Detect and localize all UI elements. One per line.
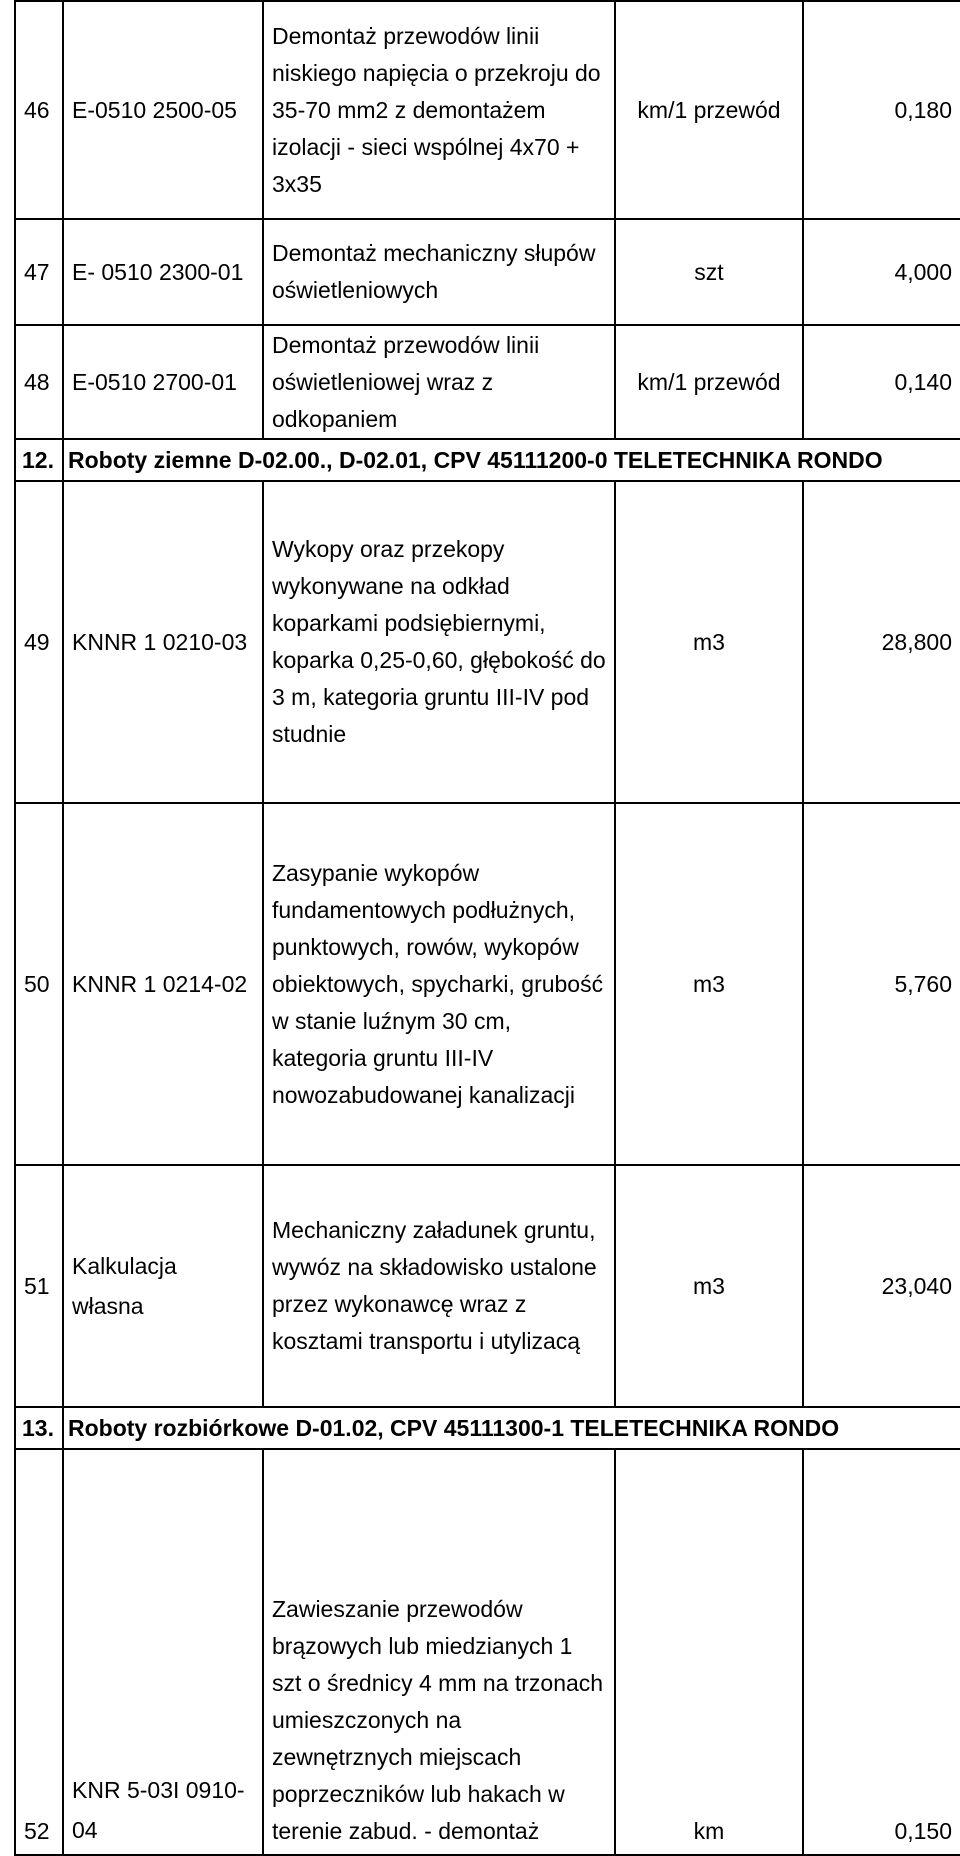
table-row (15, 481, 960, 803)
item-description: Mechaniczny załadunek gruntu, wywóz na składowisko ustalone przez wykonawcę wraz z kosztami transportu i utylizacą (263, 1165, 615, 1407)
item-code: E- 0510 2300-01 (63, 219, 263, 325)
item-code: KNR 5-03I 0910-04 (63, 1449, 263, 1855)
item-description: Wykopy oraz przekopy wykonywane na odkład koparkami podsiębiernymi, koparka 0,25-0,60, głębokość do 3 m, kategoria gruntu III-IV pod studnie (263, 481, 615, 803)
item-code: KNNR 1 0214-02 (63, 803, 263, 1165)
section-number: 13. (15, 1407, 63, 1449)
bill-of-quantities-table (14, 0, 960, 1856)
item-description: Zawieszanie przewodów brązowych lub miedzianych 1 szt o średnicy 4 mm na trzonach umieszczonych na zewnętrznych miejscach poprzeczników lub hakach w terenie zabud. - demontaż (263, 1449, 615, 1855)
item-number: 49 (15, 481, 63, 803)
item-quantity: 4,000 (803, 219, 960, 325)
item-quantity: 5,760 (803, 803, 960, 1165)
item-unit: m3 (615, 481, 803, 803)
section-title: Roboty rozbiórkowe D-01.02, CPV 45111300-1 TELETECHNIKA RONDO (63, 1407, 960, 1449)
table-row (15, 1165, 960, 1407)
table-row (15, 1, 960, 219)
item-number: 48 (15, 325, 63, 439)
item-unit: m3 (615, 1165, 803, 1407)
table-row (15, 325, 960, 439)
item-unit: km/1 przewód (615, 325, 803, 439)
item-code: E-0510 2500-05 (63, 1, 263, 219)
item-code: KNNR 1 0210-03 (63, 481, 263, 803)
item-number: 50 (15, 803, 63, 1165)
item-quantity: 0,140 (803, 325, 960, 439)
section-header-12 (15, 439, 960, 481)
item-number: 46 (15, 1, 63, 219)
item-quantity: 23,040 (803, 1165, 960, 1407)
item-unit: km (615, 1449, 803, 1855)
section-number: 12. (15, 439, 63, 481)
item-quantity: 0,150 (803, 1449, 960, 1855)
section-title: Roboty ziemne D-02.00., D-02.01, CPV 45111200-0 TELETECHNIKA RONDO (63, 439, 960, 481)
item-code: E-0510 2700-01 (63, 325, 263, 439)
table-row (15, 1449, 960, 1855)
item-number: 47 (15, 219, 63, 325)
item-code: Kalkulacja własna (63, 1165, 263, 1407)
item-description: Demontaż przewodów linii oświetleniowej wraz z odkopaniem (263, 325, 615, 439)
item-number: 51 (15, 1165, 63, 1407)
item-quantity: 0,180 (803, 1, 960, 219)
item-unit: km/1 przewód (615, 1, 803, 219)
item-unit: m3 (615, 803, 803, 1165)
item-unit: szt (615, 219, 803, 325)
item-description: Demontaż mechaniczny słupów oświetleniowych (263, 219, 615, 325)
table-row (15, 803, 960, 1165)
item-number: 52 (15, 1449, 63, 1855)
item-quantity: 28,800 (803, 481, 960, 803)
item-description: Demontaż przewodów linii niskiego napięcia o przekroju do 35-70 mm2 z demontażem izolacji - sieci wspólnej 4x70 + 3x35 (263, 1, 615, 219)
item-description: Zasypanie wykopów fundamentowych podłużnych, punktowych, rowów, wykopów obiektowych, spycharki, grubość w stanie luźnym 30 cm, kategoria gruntu III-IV nowozabudowanej kanalizacji (263, 803, 615, 1165)
section-header-13 (15, 1407, 960, 1449)
table-row (15, 219, 960, 325)
